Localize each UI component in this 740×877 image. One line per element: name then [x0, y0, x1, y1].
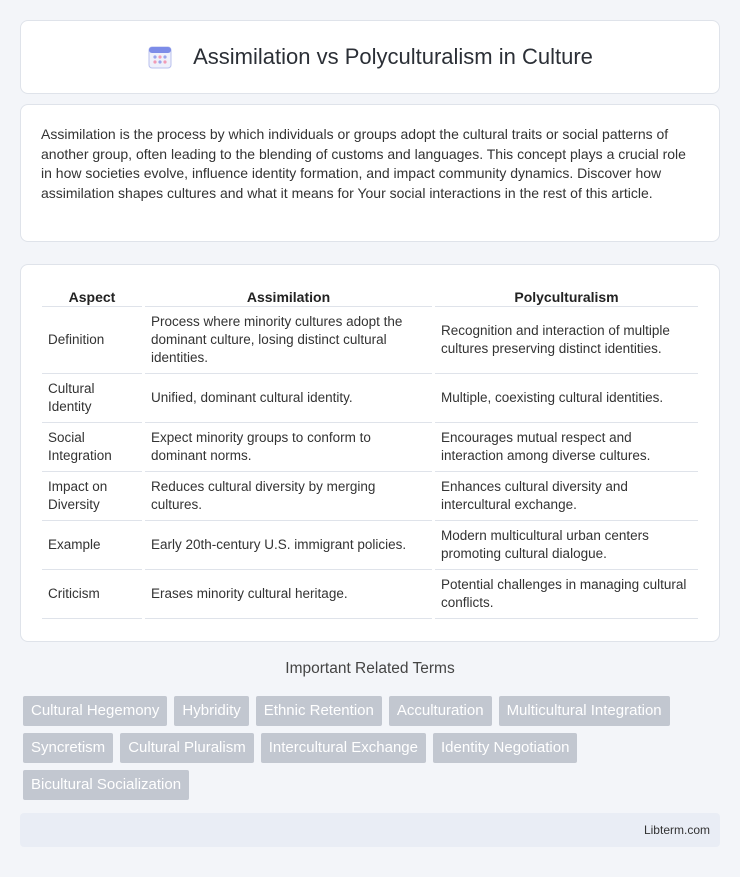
assimilation-cell: Erases minority cultural heritage.: [145, 570, 432, 619]
comparison-table: [39, 285, 701, 619]
polyculturalism-cell: Encourages mutual respect and interaction among diverse cultures.: [435, 423, 698, 472]
tag-multicultural-integration[interactable]: Multicultural Integration: [499, 696, 670, 726]
aspect-cell: Definition: [42, 307, 142, 374]
polyculturalism-cell: Modern multicultural urban centers promoting cultural dialogue.: [435, 521, 698, 570]
related-terms-title: Important Related Terms: [285, 660, 455, 677]
table-row: [42, 374, 698, 423]
assimilation-cell: Reduces cultural diversity by merging cultures.: [145, 472, 432, 521]
polyculturalism-cell: Multiple, coexisting cultural identities.: [435, 374, 698, 423]
header-assimilation: Assimilation: [145, 285, 432, 307]
tag-cultural-hegemony[interactable]: Cultural Hegemony: [23, 696, 167, 726]
tag-hybridity[interactable]: Hybridity: [174, 696, 248, 726]
table-header-row: [42, 285, 698, 307]
header-aspect: Aspect: [42, 285, 142, 307]
tag-identity-negotiation[interactable]: Identity Negotiation: [433, 733, 577, 763]
assimilation-cell: Expect minority groups to conform to dominant norms.: [145, 423, 432, 472]
table-row: [42, 570, 698, 619]
polyculturalism-cell: Recognition and interaction of multiple cultures preserving distinct identities.: [435, 307, 698, 374]
polyculturalism-cell: Potential challenges in managing cultural conflicts.: [435, 570, 698, 619]
tag-cultural-pluralism[interactable]: Cultural Pluralism: [120, 733, 254, 763]
page-title: Assimilation vs Polyculturalism in Culture: [193, 44, 593, 69]
related-tags: [23, 696, 723, 800]
related-terms-section: [0, 660, 740, 678]
calendar-grid-icon: [147, 44, 173, 70]
footer-brand-link[interactable]: Libterm.com: [643, 823, 710, 837]
table-row: [42, 423, 698, 472]
footer: [20, 813, 720, 847]
tag-acculturation[interactable]: Acculturation: [389, 696, 492, 726]
aspect-cell: Example: [42, 521, 142, 570]
header-polyculturalism: Polyculturalism: [435, 285, 698, 307]
tag-syncretism[interactable]: Syncretism: [23, 733, 113, 763]
assimilation-cell: Early 20th-century U.S. immigrant policies.: [145, 521, 432, 570]
page-header: [20, 20, 720, 94]
tag-ethnic-retention[interactable]: Ethnic Retention: [256, 696, 382, 726]
table-row: [42, 307, 698, 374]
comparison-card: [20, 264, 720, 642]
intro-card: [20, 104, 720, 242]
aspect-cell: Criticism: [42, 570, 142, 619]
aspect-cell: Social Integration: [42, 423, 142, 472]
tag-bicultural-socialization[interactable]: Bicultural Socialization: [23, 770, 189, 800]
aspect-cell: Impact on Diversity: [42, 472, 142, 521]
table-row: [42, 472, 698, 521]
aspect-cell: Cultural Identity: [42, 374, 142, 423]
tag-intercultural-exchange[interactable]: Intercultural Exchange: [261, 733, 426, 763]
assimilation-cell: Process where minority cultures adopt the dominant culture, losing distinct cultural identities.: [145, 307, 432, 374]
table-row: [42, 521, 698, 570]
polyculturalism-cell: Enhances cultural diversity and intercultural exchange.: [435, 472, 698, 521]
assimilation-cell: Unified, dominant cultural identity.: [145, 374, 432, 423]
intro-paragraph: Assimilation is the process by which individuals or groups adopt the cultural traits or social patterns of another group, often leading to the blending of customs and languages. This concept plays a crucial role in how societies evolve, influence identity formation, and impact community dynamics. Discover how assimilation shapes cultures and what it means for Your social interactions in the rest of this article.: [41, 126, 686, 201]
